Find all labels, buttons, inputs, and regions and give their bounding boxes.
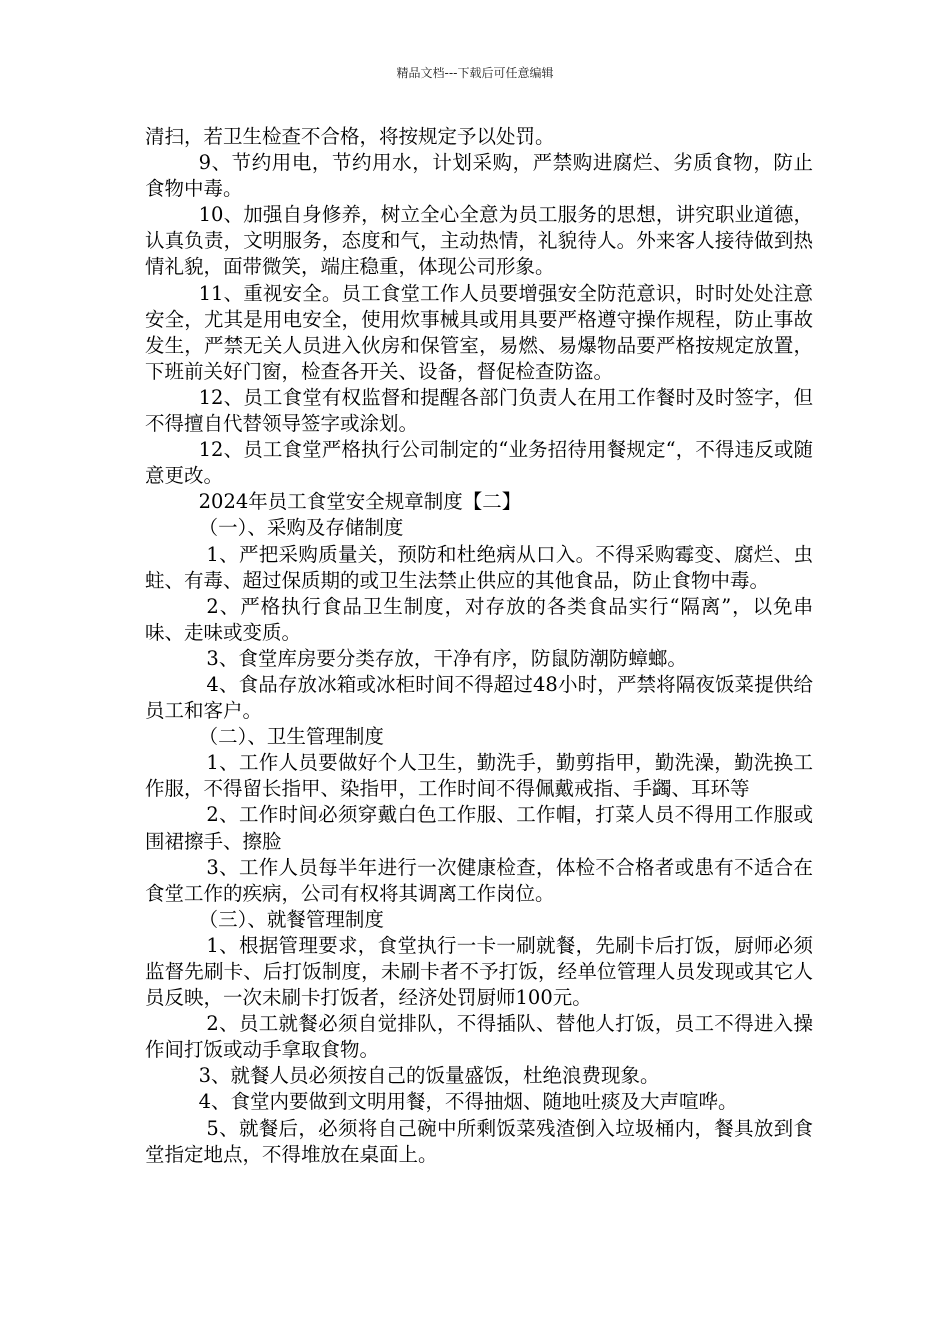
paragraph: 1、严把采购质量关，预防和杜绝病从口入。不得采购霉变、腐烂、虫蛀、有毒、超过保质期的或卫生法禁止供应的其他食品，防止食物中毒。 (145, 542, 813, 592)
paragraph: 2、工作时间必须穿戴白色工作服、工作帽，打菜人员不得用工作服或围裙擦手、擦脸 (145, 803, 813, 853)
paragraph: 10、加强自身修养，树立全心全意为员工服务的思想，讲究职业道德，认真负责，文明服务，态度和气，主动热情，礼貌待人。外来客人接待做到热情礼貌，面带微笑，端庄稳重，体现公司形象。 (145, 203, 813, 279)
document-body (145, 124, 813, 1168)
subsection-heading: （一）、采购及存储制度 (198, 516, 404, 540)
paragraph: 3、食堂库房要分类存放，干净有序，防鼠防潮防蟑螂。 (206, 646, 687, 670)
paragraph: 12、员工食堂有权监督和提醒各部门负责人在用工作餐时及时签字，但不得擅自代替领导签字或涂划。 (145, 385, 813, 436)
page-header: 精品文档---下载后可任意编辑 (396, 66, 554, 80)
paragraph: 9、节约用电，节约用水，计划采购，严禁购进腐烂、劣质食物，防止食物中毒。 (145, 151, 813, 201)
section-title: 2024年员工食堂安全规章制度【二】 (198, 490, 522, 514)
paragraph: 4、食堂内要做到文明用餐，不得抽烟、随地吐痰及大声喧哗。 (198, 1090, 738, 1114)
paragraph: 3、工作人员每半年进行一次健康检查，体检不合格者或患有不适合在食堂工作的疾病，公司有权将其调离工作岗位。 (145, 855, 813, 905)
paragraph: 清扫，若卫生检查不合格，将按规定予以处罚。 (145, 125, 555, 148)
paragraph: 3、就餐人员必须按自己的饭量盛饭，杜绝浪费现象。 (198, 1064, 660, 1088)
paragraph: 5、就餐后，必须将自己碗中所剩饭菜残渣倒入垃圾桶内，餐具放到食堂指定地点，不得堆放在桌面上。 (145, 1116, 813, 1166)
paragraph: 12、员工食堂严格执行公司制定的“业务招待用餐规定“，不得违反或随意更改。 (145, 438, 813, 488)
paragraph: 2、员工就餐必须自觉排队，不得插队、替他人打饭，员工不得进入操作间打饭或动手拿取食物。 (145, 1012, 813, 1062)
paragraph: 4、食品存放冰箱或冰柜时间不得超过48小时，严禁将隔夜饭菜提供给员工和客户。 (145, 672, 813, 723)
paragraph: 11、重视安全。员工食堂工作人员要增强安全防范意识，时时处处注意安全，尤其是用电安全，使用炊事械具或用具要严格遵守操作规程，防止事故发生，严禁无关人员进入伙房和保管室，易燃、易爆物品要严格按规定放置，下班前关好门窗，检查各开关、设备，督促检查防盗。 (145, 281, 813, 383)
paragraph: 2、严格执行食品卫生制度，对存放的各类食品实行“隔离”，以免串味、走味或变质。 (145, 594, 813, 644)
paragraph: 1、根据管理要求，食堂执行一卡一刷就餐，先刷卡后打饭，厨师必须监督先刷卡、后打饭制度，未刷卡者不予打饭，经单位管理人员发现或其它人员反映，一次未刷卡打饭者，经济处罚厨师100元。 (145, 933, 813, 1010)
paragraph: 1、工作人员要做好个人卫生，勤洗手，勤剪指甲，勤洗澡，勤洗换工作服，不得留长指甲、染指甲，工作时间不得佩戴戒指、手蠲、耳环等 (145, 751, 813, 801)
subsection-heading: （二）、卫生管理制度 (198, 725, 384, 749)
subsection-heading: （三）、就餐管理制度 (198, 907, 384, 931)
